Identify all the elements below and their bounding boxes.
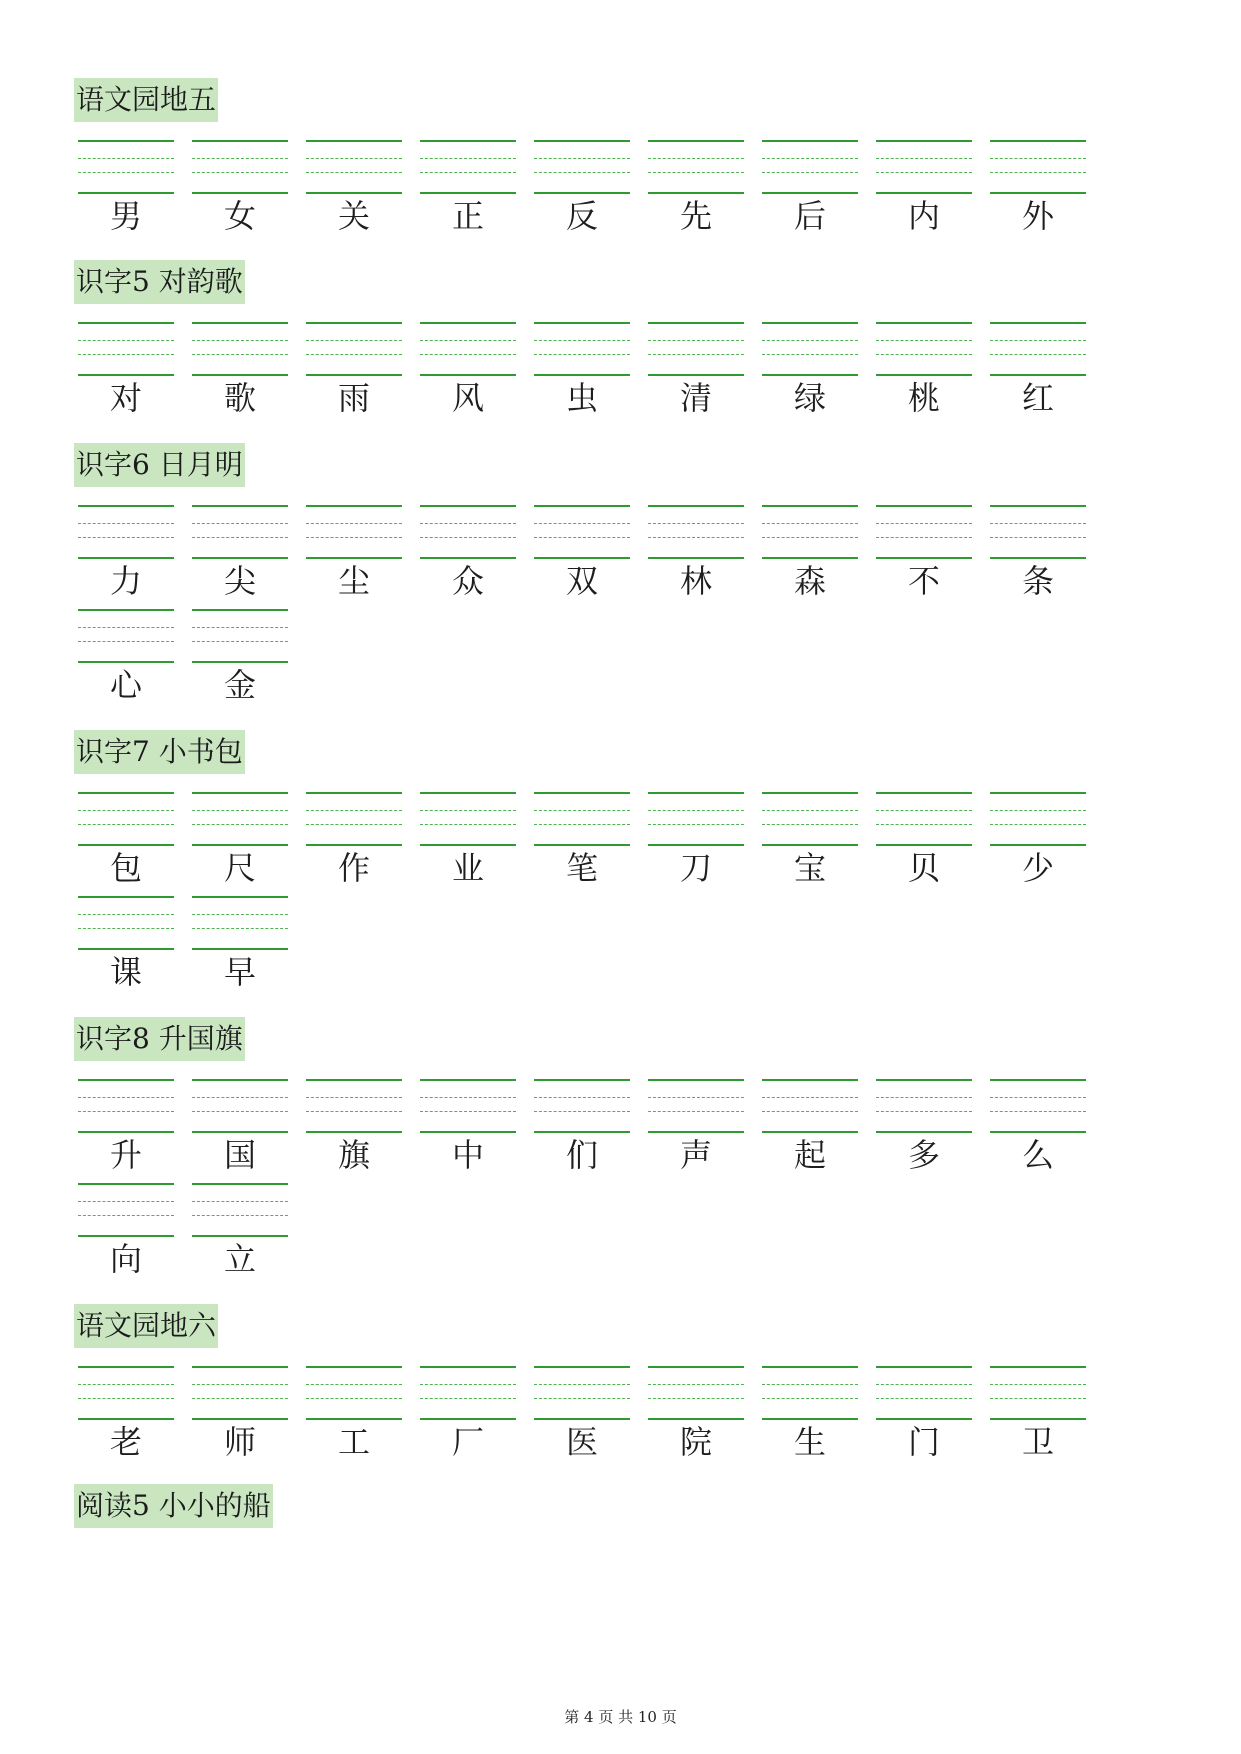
writing-cell: [192, 790, 288, 894]
hanzi-character: 早: [223, 953, 256, 991]
writing-cell: [306, 1364, 402, 1468]
writing-cell: [990, 1077, 1086, 1181]
hanzi-character: 对: [109, 379, 142, 417]
pinyin-lines: [78, 138, 174, 194]
pinyin-lines: [876, 790, 972, 846]
hanzi-character: 桃: [907, 379, 940, 417]
hanzi-character: 作: [337, 849, 370, 887]
writing-cell: [534, 138, 630, 242]
hanzi-character: 关: [337, 197, 370, 235]
writing-cell: [306, 320, 402, 424]
pinyin-lines: [534, 790, 630, 846]
pinyin-lines: [306, 503, 402, 559]
pinyin-lines: [420, 320, 516, 376]
pinyin-lines: [192, 320, 288, 376]
pinyin-lines: [306, 138, 402, 194]
pinyin-lines: [762, 1364, 858, 1420]
section-heading: 语文园地六: [74, 1304, 218, 1348]
writing-cell: [648, 503, 744, 607]
hanzi-character: 林: [679, 562, 712, 600]
writing-cell: [78, 1181, 174, 1285]
pinyin-lines: [306, 1077, 402, 1133]
writing-cell: [534, 790, 630, 894]
writing-cell: [762, 138, 858, 242]
hanzi-character: 课: [109, 953, 142, 991]
hanzi-character: 升: [109, 1136, 142, 1174]
pinyin-lines: [78, 607, 174, 663]
pinyin-lines: [876, 1364, 972, 1420]
hanzi-character: 歌: [223, 379, 256, 417]
pinyin-lines: [78, 1181, 174, 1237]
pinyin-lines: [192, 1077, 288, 1133]
hanzi-character: 心: [109, 666, 142, 704]
hanzi-character: 立: [223, 1240, 256, 1278]
writing-cell: [648, 1077, 744, 1181]
pinyin-lines: [192, 607, 288, 663]
writing-cell: [420, 1364, 516, 1468]
hanzi-character: 包: [109, 849, 142, 887]
writing-cell: [192, 607, 288, 711]
pinyin-lines: [648, 138, 744, 194]
hanzi-character: 尖: [223, 562, 256, 600]
writing-cell: [306, 503, 402, 607]
writing-cell: [78, 607, 174, 711]
writing-cell: [192, 1077, 288, 1181]
writing-cell: [306, 138, 402, 242]
hanzi-character: 老: [109, 1423, 142, 1461]
pinyin-lines: [762, 790, 858, 846]
hanzi-character: 尺: [223, 849, 256, 887]
writing-cell: [420, 320, 516, 424]
hanzi-character: 双: [565, 562, 598, 600]
hanzi-character: 红: [1021, 379, 1054, 417]
pinyin-lines: [192, 138, 288, 194]
hanzi-character: 正: [451, 197, 484, 235]
pinyin-lines: [420, 1364, 516, 1420]
writing-cell: [420, 503, 516, 607]
section-heading: 识字8 升国旗: [74, 1017, 245, 1061]
pinyin-lines: [762, 320, 858, 376]
pinyin-lines: [990, 320, 1086, 376]
pinyin-lines: [78, 894, 174, 950]
writing-cell: [78, 320, 174, 424]
hanzi-character: 不: [907, 562, 940, 600]
hanzi-character: 绿: [793, 379, 826, 417]
writing-cell: [762, 1077, 858, 1181]
section-heading: 识字5 对韵歌: [74, 260, 245, 304]
writing-cell: [78, 1077, 174, 1181]
pinyin-lines: [78, 1077, 174, 1133]
pinyin-lines: [420, 1077, 516, 1133]
section-heading: 识字6 日月明: [74, 443, 245, 487]
writing-cell: [78, 503, 174, 607]
pinyin-lines: [648, 503, 744, 559]
pinyin-lines: [534, 138, 630, 194]
pinyin-lines: [192, 503, 288, 559]
pinyin-lines: [192, 1181, 288, 1237]
pinyin-lines: [990, 138, 1086, 194]
writing-cell: [990, 790, 1086, 894]
pinyin-lines: [306, 1364, 402, 1420]
hanzi-character: 向: [109, 1240, 142, 1278]
hanzi-character: 雨: [337, 379, 370, 417]
writing-cell: [648, 1364, 744, 1468]
hanzi-character: 宝: [793, 849, 826, 887]
writing-cell: [78, 1364, 174, 1468]
writing-cell: [876, 1364, 972, 1468]
pinyin-lines: [990, 503, 1086, 559]
writing-cell: [876, 503, 972, 607]
pinyin-lines: [990, 1077, 1086, 1133]
hanzi-character: 中: [451, 1136, 484, 1174]
pinyin-lines: [648, 1364, 744, 1420]
hanzi-character: 起: [793, 1136, 826, 1174]
hanzi-character: 卫: [1021, 1423, 1054, 1461]
pinyin-lines: [762, 138, 858, 194]
writing-cell: [192, 138, 288, 242]
pinyin-lines: [192, 790, 288, 846]
pinyin-lines: [534, 1077, 630, 1133]
pinyin-lines: [78, 503, 174, 559]
hanzi-character: 刀: [679, 849, 712, 887]
writing-cell: [306, 1077, 402, 1181]
hanzi-character: 工: [337, 1423, 370, 1461]
hanzi-character: 反: [565, 197, 598, 235]
writing-cell: [990, 1364, 1086, 1468]
writing-cell: [990, 320, 1086, 424]
writing-cell: [990, 503, 1086, 607]
hanzi-character: 么: [1021, 1136, 1054, 1174]
writing-cell: [78, 894, 174, 998]
writing-cell: [534, 1364, 630, 1468]
hanzi-character: 内: [907, 197, 940, 235]
pinyin-lines: [534, 503, 630, 559]
hanzi-character: 生: [793, 1423, 826, 1461]
pinyin-lines: [192, 894, 288, 950]
hanzi-character: 先: [679, 197, 712, 235]
writing-cell: [648, 138, 744, 242]
hanzi-character: 笔: [565, 849, 598, 887]
hanzi-character: 多: [907, 1136, 940, 1174]
writing-cell: [648, 790, 744, 894]
pinyin-lines: [78, 790, 174, 846]
pinyin-lines: [876, 138, 972, 194]
writing-cell: [192, 1181, 288, 1285]
pinyin-lines: [648, 790, 744, 846]
hanzi-character: 们: [565, 1136, 598, 1174]
writing-cell: [306, 790, 402, 894]
hanzi-character: 尘: [337, 562, 370, 600]
pinyin-lines: [420, 138, 516, 194]
writing-cell: [990, 138, 1086, 242]
writing-cell: [876, 790, 972, 894]
pinyin-lines: [648, 320, 744, 376]
hanzi-character: 力: [109, 562, 142, 600]
writing-cell: [192, 503, 288, 607]
hanzi-character: 师: [223, 1423, 256, 1461]
pinyin-lines: [534, 1364, 630, 1420]
hanzi-character: 外: [1021, 197, 1054, 235]
writing-cell: [876, 138, 972, 242]
hanzi-character: 女: [223, 197, 256, 235]
writing-cell: [78, 790, 174, 894]
writing-cell: [420, 790, 516, 894]
pinyin-lines: [306, 320, 402, 376]
pinyin-lines: [78, 320, 174, 376]
writing-cell: [192, 1364, 288, 1468]
writing-cell: [648, 320, 744, 424]
writing-cell: [762, 320, 858, 424]
hanzi-character: 国: [223, 1136, 256, 1174]
writing-cell: [762, 503, 858, 607]
hanzi-character: 清: [679, 379, 712, 417]
pinyin-lines: [876, 1077, 972, 1133]
pinyin-lines: [534, 320, 630, 376]
page-footer: 第 4 页 共 10 页: [564, 1708, 677, 1726]
hanzi-character: 门: [907, 1423, 940, 1461]
hanzi-character: 厂: [451, 1423, 484, 1461]
pinyin-lines: [420, 503, 516, 559]
writing-cell: [420, 138, 516, 242]
writing-cell: [420, 1077, 516, 1181]
pinyin-lines: [306, 790, 402, 846]
pinyin-lines: [876, 503, 972, 559]
pinyin-lines: [990, 790, 1086, 846]
writing-cell: [534, 1077, 630, 1181]
writing-cell: [534, 503, 630, 607]
pinyin-lines: [78, 1364, 174, 1420]
hanzi-character: 少: [1021, 849, 1054, 887]
writing-cell: [78, 138, 174, 242]
hanzi-character: 众: [451, 562, 484, 600]
writing-cell: [876, 320, 972, 424]
pinyin-lines: [990, 1364, 1086, 1420]
writing-cell: [762, 1364, 858, 1468]
hanzi-character: 金: [223, 666, 256, 704]
writing-cell: [762, 790, 858, 894]
hanzi-character: 风: [451, 379, 484, 417]
writing-cell: [192, 320, 288, 424]
hanzi-character: 贝: [907, 849, 940, 887]
pinyin-lines: [420, 790, 516, 846]
hanzi-character: 男: [109, 197, 142, 235]
hanzi-character: 医: [565, 1423, 598, 1461]
pinyin-lines: [762, 503, 858, 559]
section-heading: 识字7 小书包: [74, 730, 245, 774]
hanzi-character: 后: [793, 197, 826, 235]
pinyin-lines: [648, 1077, 744, 1133]
hanzi-character: 声: [679, 1136, 712, 1174]
pinyin-lines: [876, 320, 972, 376]
hanzi-character: 业: [451, 849, 484, 887]
hanzi-character: 虫: [565, 379, 598, 417]
writing-cell: [534, 320, 630, 424]
pinyin-lines: [192, 1364, 288, 1420]
writing-cell: [876, 1077, 972, 1181]
hanzi-character: 条: [1021, 562, 1054, 600]
hanzi-character: 森: [793, 562, 826, 600]
section-heading: 阅读5 小小的船: [74, 1484, 273, 1528]
writing-cell: [192, 894, 288, 998]
pinyin-lines: [762, 1077, 858, 1133]
hanzi-character: 旗: [337, 1136, 370, 1174]
hanzi-character: 院: [679, 1423, 712, 1461]
section-heading: 语文园地五: [74, 78, 218, 122]
